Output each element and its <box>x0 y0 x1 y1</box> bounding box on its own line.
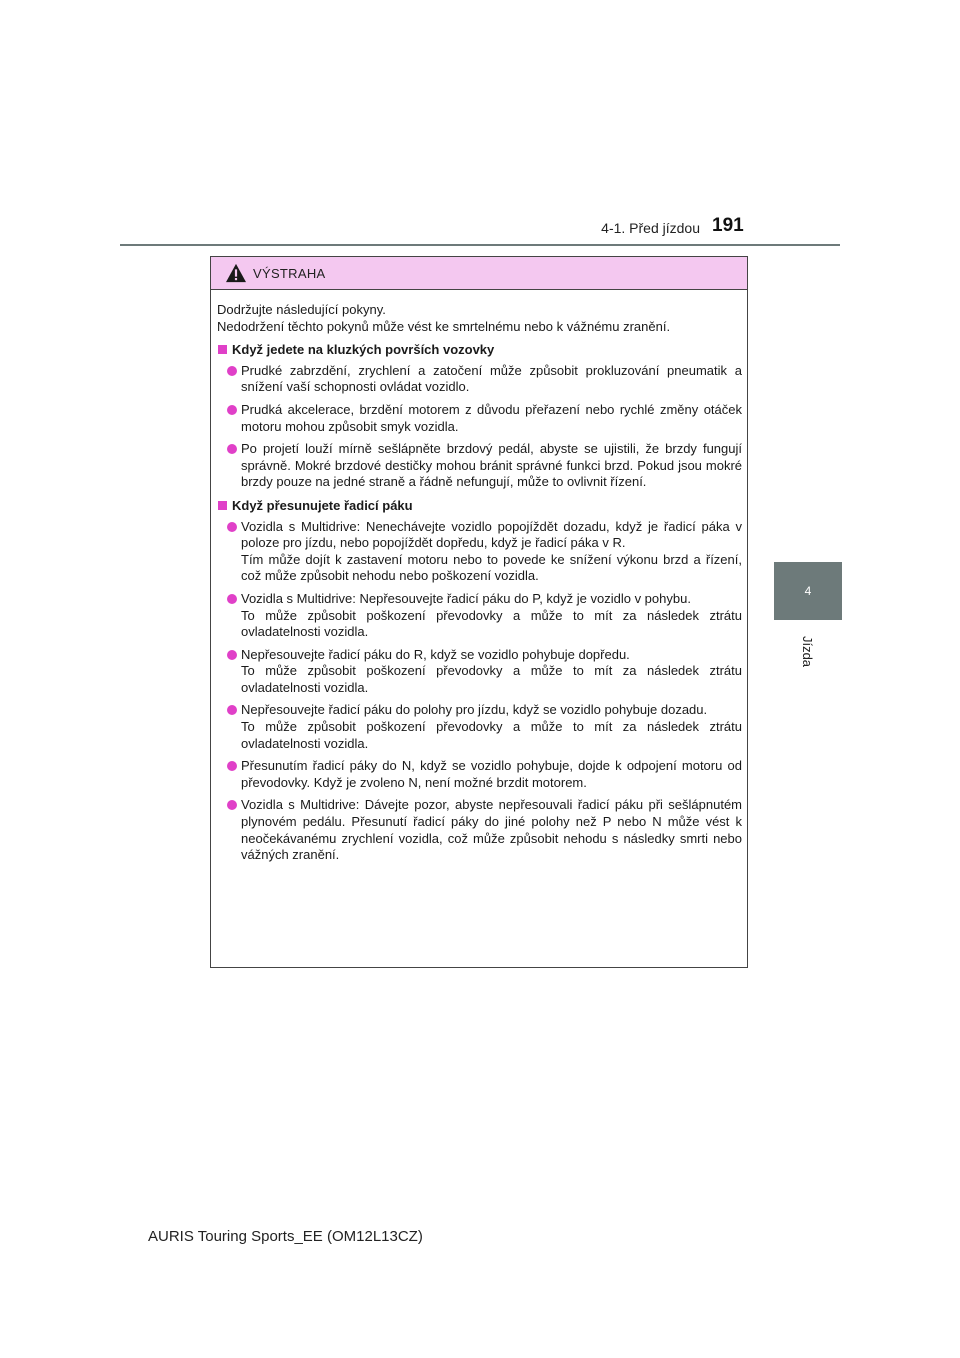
square-bullet-icon <box>218 501 227 510</box>
warning-title: VÝSTRAHA <box>253 265 326 281</box>
warning-section <box>217 498 742 864</box>
warning-sections <box>217 342 742 864</box>
bullet-text <box>241 441 742 491</box>
bullet-paragraph: Nepřesouvejte řadicí páku do polohy pro jízdu, když se vozidlo pohybuje dozadu. <box>241 702 708 718</box>
circle-bullet-icon <box>227 594 237 604</box>
intro-line: Dodržujte následující pokyny. <box>217 302 386 317</box>
warning-intro <box>217 302 742 335</box>
bullet-item <box>217 702 742 752</box>
bullet-item <box>217 758 742 791</box>
bullet-paragraph: Vozidla s Multidrive: Dávejte pozor, abyste nepřesouvali řadicí páku při sešlápnutém plynovém pedálu. Přesunutí řadicí páky do jiné polohy než P nebo N může vést k neočekávanému zrychlení vozidla, což může způsobit nehodu s následky smrti nebo vážných zranění. <box>241 797 742 863</box>
bullet-item <box>217 402 742 435</box>
bullet-paragraph: Přesunutím řadicí páky do N, když se vozidlo pohybuje, dojde k odpojení motoru od převodovky. Když je zvoleno N, není možné brzdit motorem. <box>241 758 742 790</box>
circle-bullet-icon <box>227 650 237 660</box>
circle-bullet-icon <box>227 405 237 415</box>
bullet-text <box>241 702 742 752</box>
bullet-item <box>217 519 742 585</box>
bullet-item <box>217 797 742 863</box>
chapter-tab: 4 <box>774 562 842 620</box>
bullet-paragraph: Po projetí louží mírně sešlápněte brzdový pedál, abyste se ujistili, že brzdy fungují správně. Mokré brzdové destičky mohou bránit správné funkci brzd. Pokud jsou mokré brzdy pouze na jedné straně a řádně nefungují, může to ovlivnit řízení. <box>241 441 742 490</box>
bullet-text <box>241 797 742 863</box>
bullet-item <box>217 363 742 396</box>
bullet-text <box>241 758 742 791</box>
warning-header <box>211 257 747 290</box>
bullet-item <box>217 591 742 641</box>
square-bullet-icon <box>218 345 227 354</box>
bullet-text <box>241 402 742 435</box>
bullet-paragraph: Tím může dojít k zastavení motoru nebo to povede ke snížení výkonu brzd a řízení, což může způsobit nehodu nebo poškození vozidla. <box>241 551 742 584</box>
chapter-label <box>776 626 840 676</box>
intro-line: Nedodržení těchto pokynů může vést ke smrtelnému nebo k vážnému zranění. <box>217 318 671 334</box>
section-title-text: Když jedete na kluzkých površích vozovky <box>232 342 495 358</box>
bullet-text <box>241 647 742 697</box>
warning-body <box>211 290 747 864</box>
bullet-paragraph: Prudká akcelerace, brzdění motorem z důvodu přeřazení nebo rychlé změny otáček motoru mohou způsobit smyk vozidla. <box>241 401 742 434</box>
warning-triangle-icon <box>225 263 247 283</box>
circle-bullet-icon <box>227 761 237 771</box>
bullet-text <box>241 519 742 585</box>
bullet-paragraph: Nepřesouvejte řadicí páku do R, když se vozidlo pohybuje dopředu. <box>241 646 630 662</box>
bullet-paragraph: To může způsobit poškození převodovky a může to mít za následek ztrátu ovladatelnosti vozidla. <box>241 607 742 640</box>
bullet-paragraph: To může způsobit poškození převodovky a může to mít za následek ztrátu ovladatelnosti vozidla. <box>241 719 742 751</box>
circle-bullet-icon <box>227 800 237 810</box>
bullet-paragraph: Vozidla s Multidrive: Nepřesouvejte řadicí páku do P, když je vozidlo v pohybu. <box>241 590 691 606</box>
page-number: 191 <box>712 215 744 236</box>
bullet-paragraph: Prudké zabrzdění, zrychlení a zatočení může způsobit prokluzování pneumatik a snížení vaší schopnosti ovládat vozidlo. <box>241 362 742 395</box>
circle-bullet-icon <box>227 444 237 454</box>
section-title <box>217 498 742 515</box>
bullet-item <box>217 647 742 697</box>
circle-bullet-icon <box>227 366 237 376</box>
bullet-text <box>241 363 742 396</box>
bullet-paragraph: To může způsobit poškození převodovky a může to mít za následek ztrátu ovladatelnosti vozidla. <box>241 663 742 695</box>
bullet-item <box>217 441 742 491</box>
bullet-paragraph: Vozidla s Multidrive: Nenechávejte vozidlo popojíždět dozadu, když je řadicí páka v poloze pro jízdu, nebo popojíždět dopředu, když je řadicí páka v R. <box>241 518 742 551</box>
warning-box <box>210 256 748 968</box>
section-title-text: Když přesunujete řadicí páku <box>232 497 413 513</box>
section-heading: 4-1. Před jízdou <box>601 220 700 236</box>
section-title <box>217 342 742 359</box>
circle-bullet-icon <box>227 705 237 715</box>
circle-bullet-icon <box>227 522 237 532</box>
footer-model: AURIS Touring Sports_EE (OM12L13CZ) <box>148 1228 423 1245</box>
header-divider <box>120 244 840 246</box>
warning-section <box>217 342 742 491</box>
bullet-text <box>241 591 742 641</box>
chapter-label-text: Jízda <box>800 635 816 667</box>
